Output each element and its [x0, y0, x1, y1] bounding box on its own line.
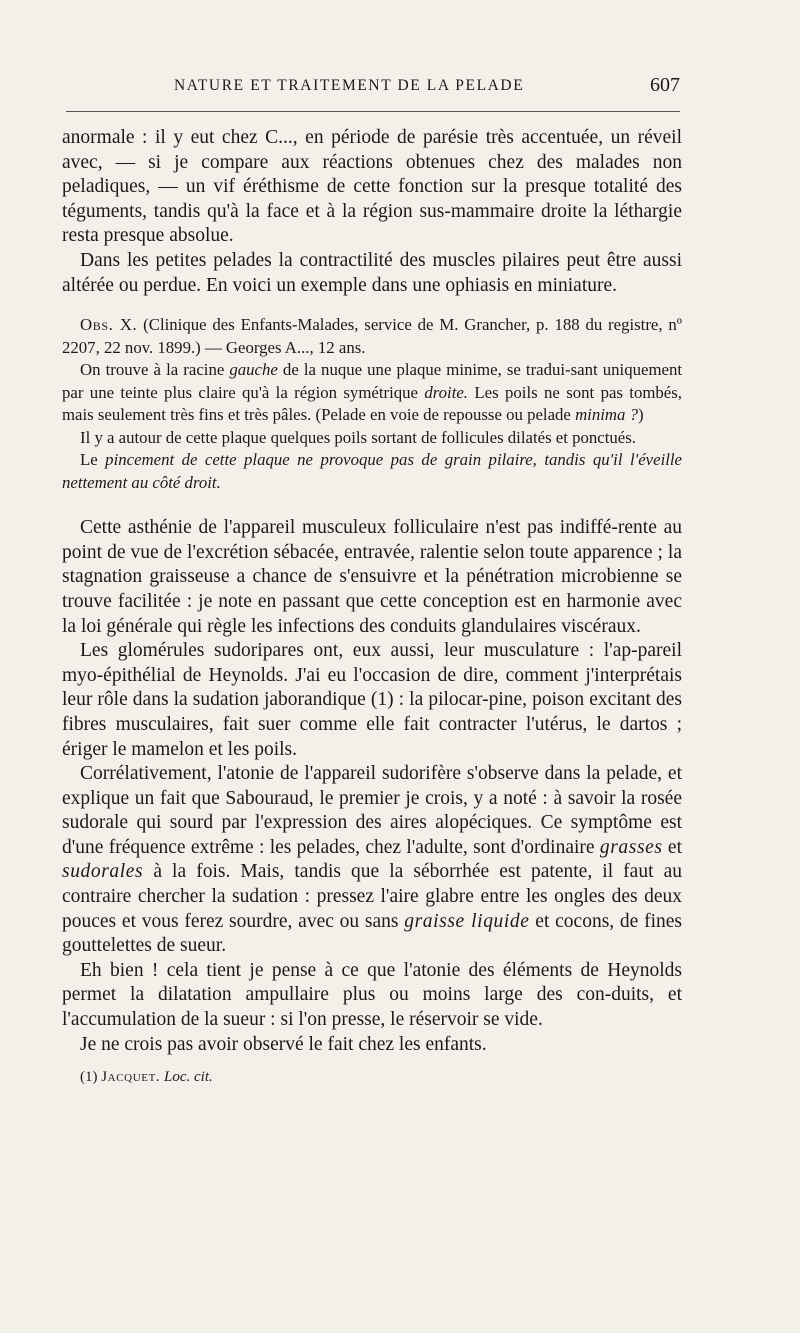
observation-paragraph-1	[62, 359, 682, 427]
spacer	[62, 298, 682, 314]
p5-text-c: à la fois. Mais, tandis que la séborrhée est patente, il faut au contraire chercher la sudation : pressez l'aire glabre entre les ongles des deux pouces et vous ferez sourdre, avec ou sans	[62, 861, 682, 932]
observation-block	[62, 314, 682, 494]
obs3-text-le: Le	[80, 450, 106, 470]
obs1-text-b: de la nuque une plaque minime, se tradui-sant uniquement par une teinte plus claire qu'à la région symétrique	[62, 360, 682, 402]
footnote	[80, 1067, 682, 1087]
obs1-italic-minima: minima ?	[575, 405, 638, 425]
observation-reference: (Clinique des Enfants-Malades, service de M. Grancher, p. 188 du registre, nº 2207, 22 nov. 1899.) — Georges A..., 12 ans.	[62, 315, 682, 357]
paragraph-3: Cette asthénie de l'appareil musculeux folliculaire n'est pas indiffé-rente au point de vue de l'excrétion sébacée, entravée, ralentie selon toute apparence ; la stagnation graisseuse a chance de s'ensuivre et la pénétration microbienne se trouve facilitée : je note en passant que cette conception est en harmonie avec la loi générale qui règle les infections des conduits glandulaires viscéraux.	[62, 517, 682, 637]
obs1-text-c: Les poils ne sont pas tombés, mais seulement très fins et très pâles. (Pelade en voie de repousse ou pelade	[62, 382, 682, 425]
p5-italic-graisse-liquide: graisse liquide	[404, 910, 530, 932]
paragraph-5	[62, 762, 682, 959]
p5-italic-grasses: grasses	[599, 836, 663, 858]
observation-label: Obs. X.	[80, 315, 138, 335]
spacer	[62, 494, 682, 516]
obs1-italic-droite: droite.	[424, 382, 469, 402]
paragraph-4: Les glomérules sudoripares ont, eux aussi, leur musculature : l'ap-pareil myo-épithélial de Heynolds. J'ai eu l'occasion de dire, comment j'interprétais leur rôle dans la sudation jaborandique (1) : la pilocar-pine, poison excitant des fibres musculaires, fait suer comme elle fait contracter l'utérus, le dartos ; ériger le mamelon et les poils.	[62, 640, 682, 760]
page-number: 607	[650, 74, 680, 96]
paragraph-7: Je ne crois pas avoir observé le fait chez les enfants.	[80, 1033, 487, 1055]
page-body	[62, 126, 682, 1087]
observation-paragraph-3	[62, 449, 682, 494]
footnote-author: Jacquet.	[101, 1069, 161, 1086]
obs1-text-a: On trouve à la racine	[80, 360, 230, 380]
page-header	[62, 74, 680, 102]
observation-paragraph-2: Il y a autour de cette plaque quelques poils sortant de follicules dilatés et ponctués.	[80, 427, 636, 447]
observation-header	[62, 314, 682, 359]
obs3-italic-text: pincement de cette plaque ne provoque pas de grain pilaire, tandis qu'il l'éveille nettement au côté droit.	[62, 450, 683, 492]
obs1-italic-gauche: gauche	[229, 360, 278, 380]
paragraph-1: anormale : il y eut chez C..., en période de parésie très accentuée, un réveil avec, — si je compare aux réactions obtenues chez des malades non peladiques, — un vif éréthisme de cette fonction sur la presque totalité des téguments, tandis qu'à la face et à la région sus-mammaire droite la léthargie resta presque absolue.	[62, 127, 682, 247]
footnote-reference: Loc. cit.	[164, 1069, 213, 1086]
footnote-marker: (1)	[80, 1069, 98, 1086]
p5-text-a: Corrélativement, l'atonie de l'appareil sudorifère s'observe dans la pelade, et explique un fait que Sabouraud, le premier je crois, y a noté : à savoir la rosée sudorale qui sourd par l'expression des aires alopéciques. Ce symptôme est d'une fréquence extrême : les pelades, chez l'adulte, sont d'ordinaire	[62, 763, 682, 858]
paragraph-6: Eh bien ! cela tient je pense à ce que l'atonie des éléments de Heynolds permet la dilatation ampullaire plus ou moins large des con-duits, et l'accumulation de la sueur : si l'on presse, le réservoir se vide.	[62, 959, 682, 1031]
paragraph-2: Dans les petites pelades la contractilité des muscles pilaires peut être aussi altérée ou perdue. En voici un exemple dans une ophiasis en miniature.	[62, 249, 682, 296]
p5-text-b: et	[662, 836, 682, 858]
p5-text-d: et cocons, de fines gouttelettes de sueur.	[62, 910, 682, 957]
p5-italic-sudorales: sudorales	[62, 861, 144, 883]
obs1-text-d: )	[638, 405, 644, 425]
header-rule	[66, 111, 680, 112]
running-title: NATURE ET TRAITEMENT DE LA PELADE	[174, 77, 525, 94]
